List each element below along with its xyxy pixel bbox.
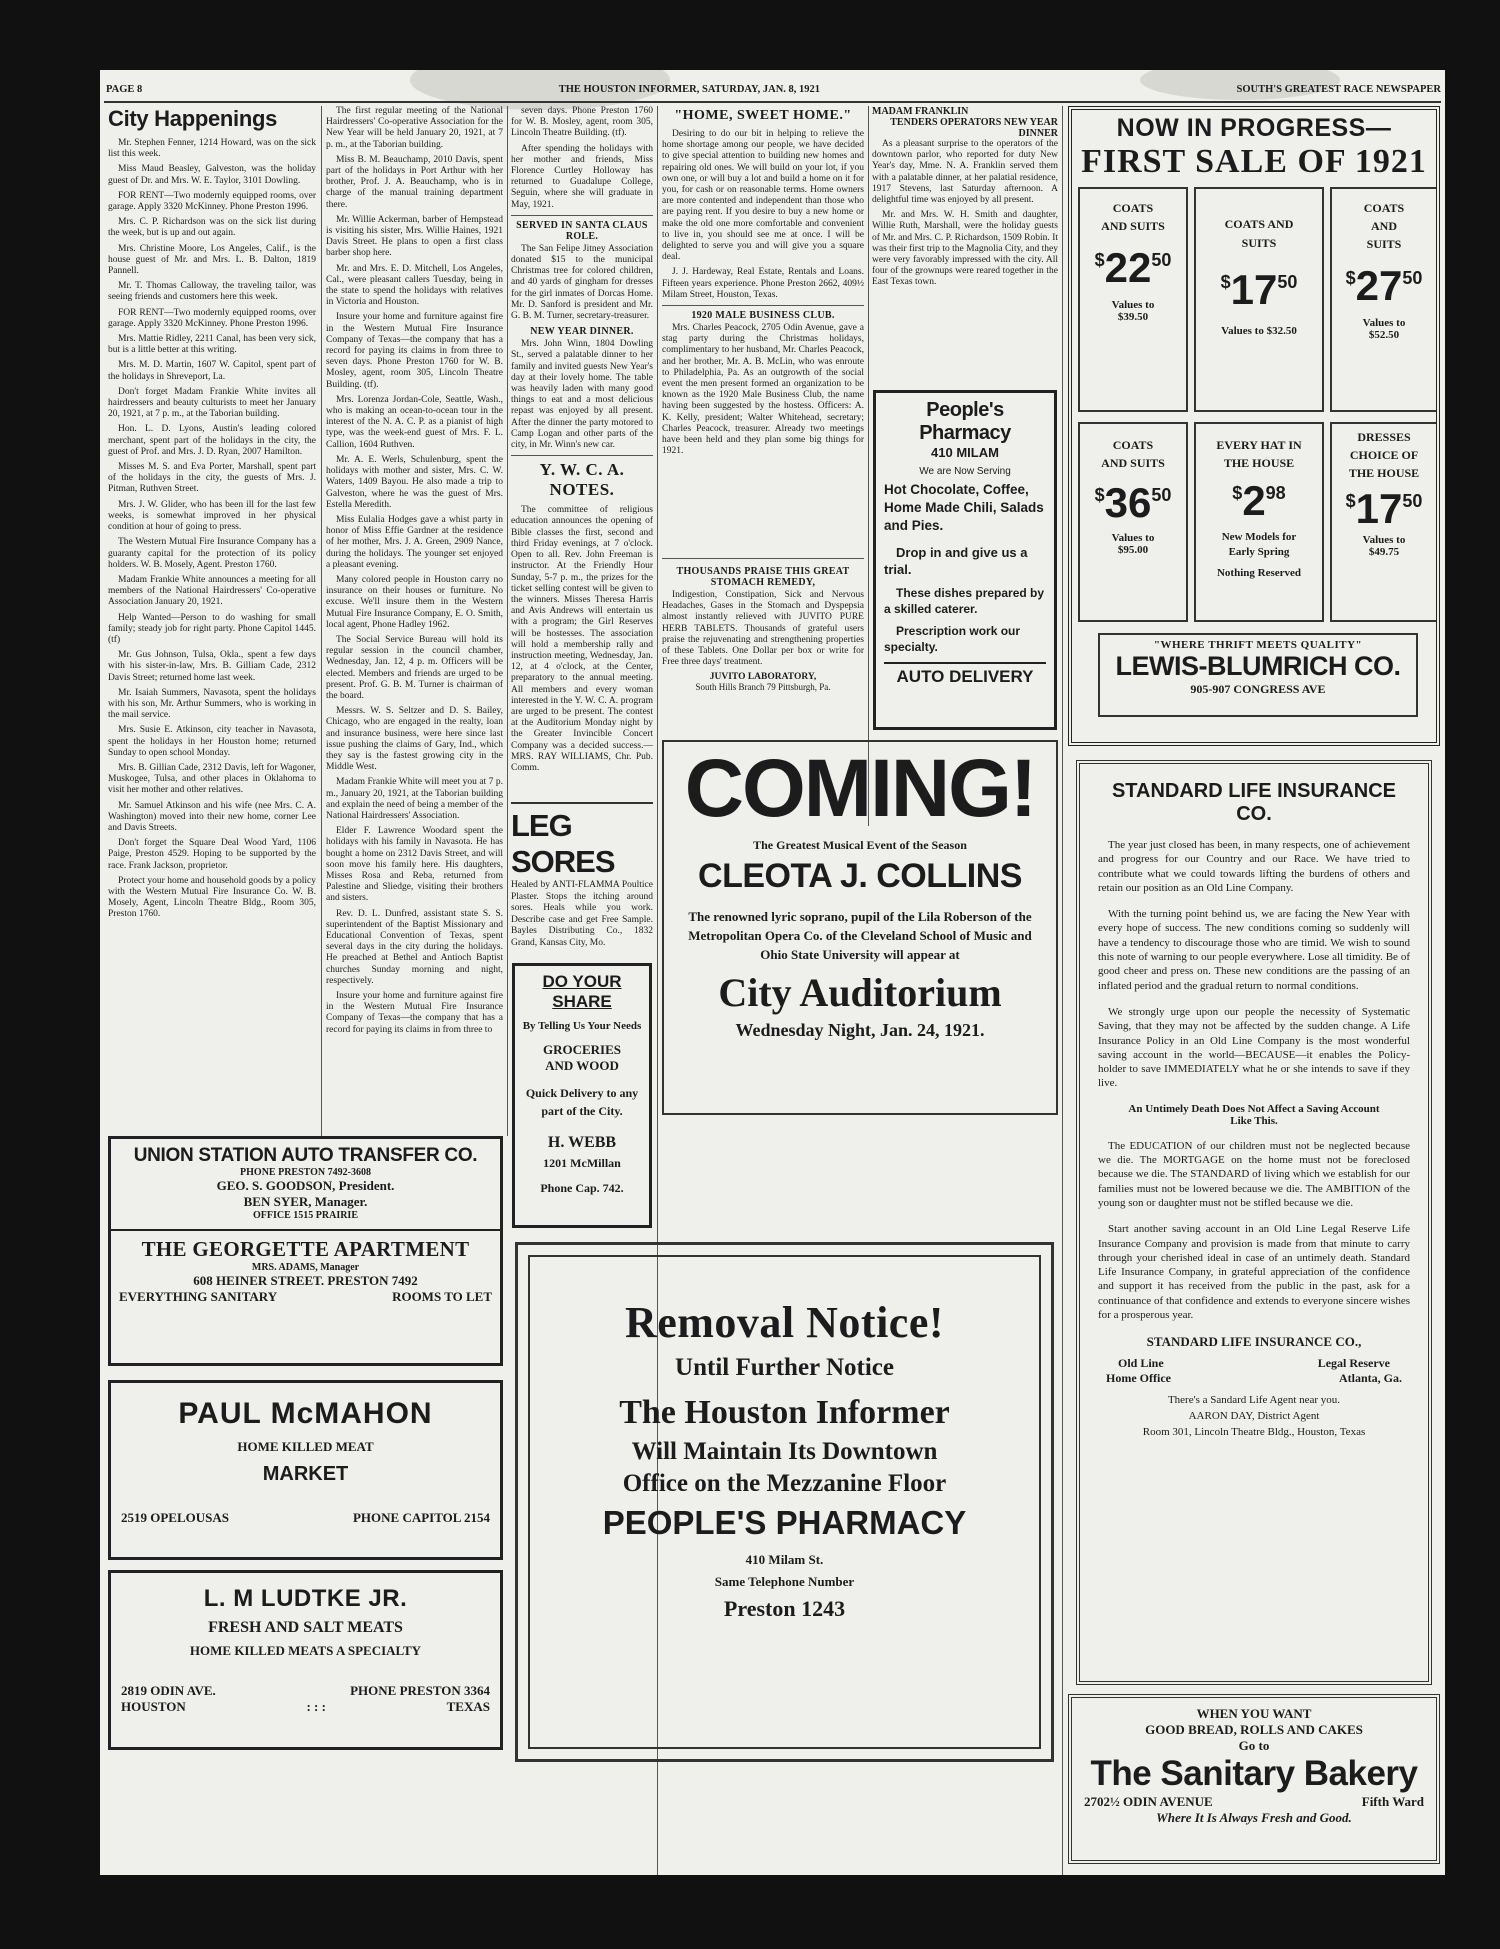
- standard-title: STANDARD LIFE INSURANCE CO.: [1111, 780, 1397, 825]
- price-dollars: 17: [1230, 266, 1278, 314]
- sale-was: $52.50: [1368, 329, 1400, 341]
- bakery-line2: GOOD BREAD, ROLLS AND CAKES: [1145, 1722, 1363, 1737]
- sale-price: $^{\$}22^{50}$: [1094, 244, 1172, 291]
- sale-cell: [1194, 422, 1324, 622]
- webb-address: 1201 McMillan: [543, 1156, 621, 1170]
- news-column-3: [511, 106, 653, 798]
- coming-sub: The Greatest Musical Event of the Season: [753, 838, 967, 852]
- sale-cell: [1194, 187, 1324, 412]
- webb-line4: Quick Delivery to any part of the City.: [525, 1086, 639, 1118]
- pharmacy-address: 410 MILAM: [931, 445, 999, 460]
- stomach-heading: THOUSANDS PRAISE THIS GREAT STOMACH REMEDY,: [676, 566, 850, 588]
- store-name: LEWIS-BLUMRICH CO.: [1115, 651, 1401, 681]
- mcmahon-address: 2519 OPELOUSAS: [121, 1510, 229, 1525]
- standard-p5: Start another saving account in an Old Line Legal Reserve Life Insurance Company and provision is made from that minute to carry through your cherished ideal in case of an untimely death. Standard Life Insurance Company, in grateful appreciation of the confidence and support it has received from the public in the past, ask for a continuance of that confidence and extends to everyone sincere wishes for a prosperous year.: [1098, 1223, 1410, 1322]
- standard-p3: We strongly urge upon our people the necessity of Systematic Saving, that they may not be affected by the sudden change. A Life Insurance Policy in an Old Line Company is the most wonderful saving account in the world—BECAUSE—it enables the Policy-holder to save IMMEDIATELY what he or she intends to save if they live.: [1098, 1005, 1410, 1090]
- ludtke-phone: PHONE PRESTON 3364: [350, 1683, 490, 1698]
- first-sale-ad: [1068, 106, 1440, 746]
- news-item: Madam Frankie White will meet you at 7 p. m., January 20, 1921, at the Taborian building and explain the need of being a member of the National Hairdressers' Association.: [326, 777, 503, 821]
- sale-top: NOW IN PROGRESS—: [1116, 114, 1392, 142]
- store-footer: [1098, 633, 1418, 717]
- sale-label: EVERY HAT IN THE HOUSE: [1216, 438, 1302, 470]
- standard-p1: The year just closed has been, in many respects, one of achievement and progress for our Country and our Race. We have tried to contribute what we could towards lifting the burdens of others and retain our position as an Old Line Company.: [1098, 839, 1410, 894]
- page-number: PAGE 8: [106, 84, 143, 95]
- standard-agent-near: There's a Sandard Life Agent near you.: [1167, 1394, 1341, 1407]
- ludtke-colons: : : :: [306, 1699, 326, 1714]
- removal-title: Removal Notice!: [624, 1298, 945, 1347]
- price-dollars: 27: [1355, 262, 1403, 309]
- news-item: Mr. Isaiah Summers, Navasota, spent the holidays with his son, Mr. Arthur Summers, who is working in the mail service.: [108, 687, 316, 721]
- city-happenings-heading: City Happenings: [108, 106, 278, 131]
- sale-label: DRESSES CHOICE OF THE HOUSE: [1348, 430, 1420, 480]
- news-item: Elder F. Lawrence Woodard spent the holidays with his family in Navasota. He has bought a home on 2312 Davis Street, and will soon move his family here. His daughters, Misses Rosa and Reba, returned from Palestine and Sliedge, visiting their brothers and sisters.: [326, 826, 503, 904]
- coming-venue: City Auditorium: [718, 969, 1002, 1015]
- news-item: Insure your home and furniture against fire in the Western Mutual Fire Insurance Company of Texas—the company that has a record for paying its claims in from three to seven days. Phone Preston 1760 for W. B. Mosley, agent, room 305, Lincoln Theatre Building. (tf).: [326, 312, 503, 390]
- leg-sores-ad: [511, 802, 653, 952]
- news-item: Mr. Willie Ackerman, barber of Hempstead is visiting his sister, Mrs. Willie Haines, 1921 Davis Street. He plans to open a first class barber shop here.: [326, 214, 503, 259]
- sale-values: Values to: [1111, 532, 1155, 544]
- price-dollars: 2: [1242, 477, 1266, 524]
- price-dollars: 17: [1355, 485, 1403, 532]
- price-cents: 50: [1402, 491, 1423, 511]
- leg-sores-title: LEG SORES: [511, 808, 615, 879]
- sale-cell: [1330, 422, 1438, 622]
- georgette-address: 608 HEINER STREET. PRESTON 7492: [193, 1273, 418, 1288]
- paper-slogan: SOUTH'S GREATEST RACE NEWSPAPER: [1236, 84, 1441, 95]
- sale-grid: [1078, 187, 1430, 696]
- price-cents: 50: [1277, 272, 1298, 293]
- standard-p2: With the turning point behind us, we are facing the New Year with every hope of success. The new conditions coming so suddenly will have a tendency to discourage those who are timid. We wish to sound this note of warning to our people everywhere. Lose all timidity. Be of good cheer and press on. These new conditions are the passing of an inflated period and the gradual return to normal conditions.: [1098, 908, 1410, 992]
- news-item: Madam Frankie White announces a meeting for all members of the National Hairdressers' Co-operative Association January 20, 1921.: [108, 574, 316, 608]
- home-sweet-home-text: Desiring to do our bit in helping to relieve the home shortage among our people, we have decided to give special attention to building new homes and repairing old ones. We will build on your lot, if you own one, or will buy a lot and build a home on it for you, for cash or on reasonable terms. Home owners are more contented and independent than those who are paying rent. If you desire to buy a new home or make the old one more comfortable and convenient to live in, you should see me at once. I will be delighted to serve you and will give you a square deal.: [662, 129, 864, 263]
- news-item: Mr. Samuel Atkinson and his wife (nee Mrs. C. A. Washington) moved into their new home, corner Lee and Davis Streets.: [108, 800, 316, 833]
- club-text: Mrs. Charles Peacock, 2705 Odin Avenue, gave a stag party during the Christmas holidays, complimentary to her husband, Mr. Charles Peacock, and her brother, Mr. A. B. McLin, who was enroute to Philadelphia, Pa. As an outgrowth of the social event the men present formed an organization to be known as the 1920 Male Business Club, the name having been suggested by the hostess. Officers: A. K. Kelly, president; Walter Whitehead, secretary; Charles Peacock, treasurer. Already two meetings have been held and they plan some big things for 1921.: [662, 323, 864, 457]
- sale-values: Values to: [1111, 299, 1155, 311]
- standard-room: Room 301, Lincoln Theatre Bldg., Houston, Texas: [1142, 1426, 1366, 1439]
- coming-date: Wednesday Night, Jan. 24, 1921.: [735, 1019, 985, 1040]
- ludtke-city: HOUSTON: [121, 1699, 186, 1714]
- webb-line2: GROCERIES: [542, 1042, 622, 1057]
- news-item: The Social Service Bureau will hold its regular session in the council chamber, Wednesday, Jan. 12, 4 p. m. Officers will be elected. Members and friends are urged to be present. Prof. G. B. M. Turner is chairman of the board.: [326, 634, 503, 701]
- bakery-tag: Where It Is Always Fresh and Good.: [1156, 1810, 1352, 1826]
- georgette-manager: MRS. ADAMS, Manager: [251, 1262, 360, 1273]
- sale-was: $39.50: [1117, 311, 1149, 323]
- news-item: seven days. Phone Preston 1760 for W. B. Mosley, agent, room 305, Lincoln Theatre Building. (tf).: [511, 106, 653, 139]
- pharmacy-rx: Prescription work our specialty.: [884, 624, 1021, 655]
- news-item: Protect your home and household goods by a policy with the Western Mutual Fire Insurance Co. W. B. Mosely, Agent, Lincoln Theatre Bldg., Room 305, Preston 1760.: [108, 875, 316, 920]
- sale-was: Nothing Reserved: [1216, 566, 1302, 579]
- sale-label: COATS AND SUITS: [1101, 201, 1165, 233]
- georgette-rooms: ROOMS TO LET: [392, 1289, 492, 1304]
- dinner-item: Mrs. John Winn, 1804 Dowling St., served a palatable dinner to her family and invited guests New Year's day at their lovely home. The table was heavily laden with many good things to eat and a most delicious repast was enjoyed by all present. After the dinner the party motored to Camp Logan and other parts of the city, in Mr. Winn's new car.: [511, 339, 653, 451]
- webb-title: DO YOUR SHARE: [542, 972, 622, 1011]
- store-address: 905-907 CONGRESS AVE: [1190, 682, 1326, 696]
- news-item: Mrs. Christine Moore, Los Angeles, Calif., is the house guest of Mr. and Mrs. L. B. Dalton, 1819 Pannell.: [108, 243, 316, 277]
- column-rule: [507, 106, 508, 1136]
- coming-desc: The renowned lyric soprano, pupil of the Lila Roberson of the Metropolitan Opera Co. of the Cleveland School of Music and Ohio State University will appear at: [688, 909, 1032, 962]
- masthead: [106, 84, 1441, 100]
- ludtke-address: 2819 ODIN AVE.: [121, 1683, 216, 1698]
- price-cents: 50: [1402, 268, 1423, 288]
- pharmacy-serving: We are Now Serving: [919, 466, 1011, 477]
- masthead-rule: [104, 101, 1441, 103]
- paper-dateline: THE HOUSTON INFORMER, SATURDAY, JAN. 8, 1921: [558, 84, 821, 95]
- mcmahon-line: HOME KILLED MEAT: [237, 1439, 374, 1454]
- pharmacy-menu: Hot Chocolate, Coffee, Home Made Chili, Salads and Pies.: [884, 482, 1044, 534]
- coming-name: CLEOTA J. COLLINS: [698, 857, 1022, 895]
- stomach-remedy-ad: [662, 558, 864, 730]
- sale-cell: [1078, 422, 1188, 622]
- news-item: Mr. A. E. Werls, Schulenburg, spent the holidays with mother and sister, Mrs. C. W. Waters, 1409 Bayou. He also made a trip to Galveston, where he was the guest of Mrs. Estella Meredith.: [326, 454, 503, 510]
- sale-values: New Models for Early Spring: [1221, 531, 1297, 559]
- standard-agent: AARON DAY, District Agent: [1188, 1410, 1320, 1423]
- newspaper-page: [100, 70, 1445, 1875]
- club-heading: 1920 MALE BUSINESS CLUB.: [691, 310, 835, 322]
- news-item: Miss B. M. Beauchamp, 2010 Davis, spent part of the holidays in Port Arthur with her brother, Prof. J. A. Beauchamp, who is in charge of the manual training department there.: [326, 154, 503, 210]
- sale-label: COATS AND SUITS: [1363, 201, 1405, 251]
- news-item: Mrs. Mattie Ridley, 2211 Canal, has been very sick, but is a little better at this writing.: [108, 334, 316, 356]
- sale-was: $49.75: [1368, 546, 1400, 558]
- franklin-text: As a pleasant surprise to the operators of the downtown parlor, who reported for duty New Year's day, Mme. N. A. Franklin served them with a palatable dinner, at her palatial residence, 1917 Stevens, last Saturday afternoon. A delightful time was enjoyed by all present.: [872, 139, 1058, 206]
- pharmacy-caterer: These dishes prepared by a skilled caterer.: [884, 585, 1045, 616]
- removal-notice-ad: [515, 1242, 1054, 1762]
- store-quality: "WHERE THRIFT MEETS QUALITY": [1153, 639, 1363, 651]
- sale-title: FIRST SALE OF 1921: [1081, 143, 1427, 180]
- sale-price: $^{\$}17^{50}$: [1220, 266, 1298, 314]
- sale-price: $^{\$}17^{50}$: [1345, 485, 1423, 532]
- removal-line2: The Houston Informer: [619, 1394, 950, 1431]
- bakery-line1: WHEN YOU WANT: [1196, 1706, 1312, 1721]
- news-item: After spending the holidays with her mother and friends, Miss Florence Curtley Holloway has returned to Guadalupe College, Seguin, where she will graduate in May, 1921.: [511, 143, 653, 210]
- franklin-heading: MADAM FRANKLIN: [872, 106, 969, 117]
- standard-p4: The EDUCATION of our children must not be neglected because we die. The MORTGAGE on the home must not be foreclosed because we die. The STANDARD of living which we establish for our families must not be lowered because we die. The AMBITION of the young son or daughter must not be stifled because we die.: [1098, 1139, 1410, 1209]
- georgette-title: THE GEORGETTE APARTMENT: [141, 1237, 470, 1261]
- news-column-4: [662, 106, 864, 606]
- column-rule: [1062, 106, 1063, 1875]
- pharmacy-name: People's Pharmacy: [919, 399, 1011, 444]
- union-title: UNION STATION AUTO TRANSFER CO.: [133, 1145, 478, 1166]
- dinner-heading: NEW YEAR DINNER.: [530, 326, 634, 338]
- pharmacy-drop: Drop in and give us a trial.: [884, 544, 1028, 578]
- standard-sig: STANDARD LIFE INSURANCE CO.,: [1146, 1334, 1362, 1350]
- union-phone: PHONE PRESTON 7492-3608: [240, 1167, 371, 1178]
- price-cents: 50: [1151, 250, 1172, 270]
- removal-line1: Until Further Notice: [675, 1354, 894, 1381]
- news-item: Mrs. Lorenza Jordan-Cole, Seattle, Wash., who is making an ocean-to-ocean tour in the interest of the N. A. C. P. as a pianist of high type, was the week-end guest of Mrs. F. L. Callion, 1604 Ruthven.: [326, 394, 503, 450]
- removal-line8: Preston 1243: [723, 1596, 846, 1621]
- news-item: Insure your home and furniture against fire in the Western Mutual Fire Insurance Company of Texas—the company that has a record for paying its claims in from three to: [326, 991, 503, 1035]
- union-station-ad: [108, 1136, 503, 1366]
- removal-line3: Will Maintain Its Downtown: [631, 1438, 938, 1465]
- news-item: FOR RENT—Two modernly equipped rooms, over garage. Apply 3320 McKinney. Phone Preston 1996.: [108, 190, 316, 213]
- georgette-sanitary: EVERYTHING SANITARY: [119, 1289, 278, 1304]
- removal-line6: 410 Milam St.: [745, 1552, 824, 1567]
- pharmacy-delivery: AUTO DELIVERY: [884, 662, 1046, 687]
- sale-was: $95.00: [1117, 544, 1149, 556]
- news-item: Misses M. S. and Eva Porter, Marshall, spent part of the holidays in the city, the guests of Mrs. J. Pitman, Ruthven Street.: [108, 462, 316, 495]
- news-item: Mrs. J. W. Glider, who has been ill for the last few weeks, is somewhat improved in her physical condition at hour of going to press.: [108, 499, 316, 533]
- ludtke-ad: [108, 1570, 503, 1750]
- removal-line4: Office on the Mezzanine Floor: [622, 1470, 947, 1497]
- sale-label: COATS AND SUITS: [1224, 217, 1294, 251]
- sale-price: $^{\$}27^{50}$: [1345, 262, 1423, 309]
- news-item: Mr. Stephen Fenner, 1214 Howard, was on the sick list this week.: [108, 138, 316, 160]
- price-cents: 98: [1265, 483, 1286, 503]
- mcmahon-market: MARKET: [262, 1463, 349, 1485]
- news-item: Mr. Gus Johnson, Tulsa, Okla., spent a few days with his sister-in-law, Mrs. B. Gilliam Cade, 2312 Davis Street; returned home last week.: [108, 650, 316, 683]
- news-item: Mrs. M. D. Martin, 1607 W. Capitol, spent part of the holidays in Shreveport, La.: [108, 360, 316, 382]
- news-item: Miss Maud Beasley, Galveston, was the holiday guest of Dr. and Mrs. W. E. Taylor, 3101 Dowling.: [108, 164, 316, 186]
- stomach-company: JUVITO LABORATORY,: [709, 672, 817, 683]
- mcmahon-phone: PHONE CAPITOL 2154: [352, 1510, 490, 1525]
- coming-concert-ad: [662, 740, 1058, 1115]
- mcmahon-footer: [121, 1510, 490, 1526]
- ludtke-line2: HOME KILLED MEATS A SPECIALTY: [189, 1643, 422, 1658]
- news-item: Don't forget Madam Frankie White invites all hairdressers and beauty culturists to meet her January 20, 1921, at 7 p. m., at the Taborian building.: [108, 386, 316, 420]
- webb-phone: Phone Cap. 742.: [540, 1181, 624, 1195]
- ludtke-row1: [121, 1683, 490, 1699]
- webb-ad: [512, 963, 652, 1228]
- column-rule: [321, 106, 322, 1136]
- standard-row1: [1098, 1356, 1410, 1371]
- news-item: Hon. L. D. Lyons, Austin's leading colored merchant, spent part of the holidays in the city, the guest of Prof. and Mrs. J. D. Ryan, 2007 Hamilton.: [108, 424, 316, 457]
- sale-price: $^{\$}2^{98}$: [1232, 477, 1286, 524]
- standard-life-ad: [1076, 760, 1432, 1685]
- news-item: Many colored people in Houston carry no insurance on their houses or furniture. No excuse. We'll insure them in the Western Mutual Fire Insurance Company, E. O. Smith, local agent, Phone Hadley 1962.: [326, 574, 503, 630]
- sanitary-bakery-ad: [1068, 1694, 1440, 1864]
- sale-cell: [1330, 187, 1438, 412]
- standard-old-line: Old Line: [1118, 1356, 1164, 1371]
- sale-values: Values to: [1362, 534, 1406, 546]
- news-item: Mrs. Susie E. Atkinson, city teacher in Navasota, spent the holidays in her Houston home; returned Sunday to open school Monday.: [108, 725, 316, 758]
- home-sweet-home-sign: J. J. Hardeway, Real Estate, Rentals and Loans. Fifteen years experience. Phone Preston 2662, 409½ Milam Street, Houston, Texas.: [662, 267, 864, 300]
- ludtke-line1: FRESH AND SALT MEATS: [208, 1619, 403, 1636]
- news-item: Messrs. W. S. Seltzer and D. S. Bailey, Chicago, who are engaged in the realty, loan and insurance business, were here since last issue pushing the claims of Gary, Ind., which they say is the fastest growing city in the Middle West.: [326, 706, 503, 773]
- news-item: Mr. and Mrs. E. D. Mitchell, Los Angeles, Cal., were pleasant callers Tuesday, being in the state to spend the holidays with relatives in Victoria and Houston.: [326, 263, 503, 308]
- price-dollars: 36: [1104, 479, 1152, 526]
- sale-label: COATS AND SUITS: [1101, 438, 1165, 470]
- sale-price: $^{\$}36^{50}$: [1094, 479, 1172, 526]
- webb-line3: AND WOOD: [545, 1058, 619, 1073]
- georgette-footer: [119, 1289, 492, 1305]
- stomach-address: South Hills Branch 79 Pittsburgh, Pa.: [695, 682, 831, 693]
- mcmahon-name: PAUL McMAHON: [178, 1397, 433, 1430]
- news-item: Miss Eulalia Hodges gave a whist party in honor of Miss Effie Gardner at the residence of her mother, Mrs. J. A. Green, 2909 Nance, during the holidays. The younger set enjoyed a pleasant evening.: [326, 514, 503, 570]
- santa-item: The San Felipe Jitney Association donated $15 to the municipal Christmas tree for colored children, and 40 yards of gingham for dresses for the girl inmates of Dorcas Home. Mr. D. Sanford is president and Mr. G. B. M. Turner, secretary-treasurer.: [511, 243, 653, 322]
- peoples-pharmacy-ad: [873, 390, 1057, 730]
- smith-text: Mr. and Mrs. W. H. Smith and daughter, Willie Ruth, Marshall, were the holiday guests of Mr. and Mrs. C. P. Richardson, 1509 Robin. It was their first trip to the Magnolia City, and they were very favorably impressed with the city. All four of the grownups were reared together in the East Texas town.: [872, 210, 1058, 288]
- leg-sores-text: Healed by ANTI-FLAMMA Poultice Plaster. Stops the itching around sores. Heals while you work. Describe case and get Free Sample. Bayles Distributing Co., 1832 Grand, Kansas City, Mo.: [511, 880, 653, 948]
- sale-values: Values to: [1362, 317, 1406, 329]
- mcmahon-ad: [108, 1380, 503, 1560]
- ywca-item: The committee of religious education announces the opening of Bible classes the first, second and third Friday evenings, at 7 o'clock. Open to all. Rev. John Freeman is instructor. At the Friendly Hour Sunday, 5-7 p. m., the prizes for the ticket selling contest will be given to the winners. Misses Theresa Harris and Avis Andrews will entertain us with a program; the Girl Reserves will be hostesses. The association will hold a membership rally and instruction meeting, Wednesday, Jan. 12, at 4 o'clock, at the Center, preparatory to the annual meeting. All members and every woman interested in the Y. W. C. A. program are urged to be present. The contest at the Auditorium Monday night by the Greater Invincible Concert Company was a decided success.—MRS. RAY WILLIAMS, Chr. Pub. Comm.: [511, 505, 653, 773]
- removal-line5: PEOPLE'S PHARMACY: [602, 1504, 967, 1541]
- news-item: Rev. D. L. Dunfred, assistant state S. S. superintendent of the Baptist Missionary and Educational Convention of Texas, spent several days in the city during the holidays. He preached at Bethel and Antioch Baptist churches Sunday morning and night, respectively.: [326, 908, 503, 986]
- standard-home-office: Home Office: [1106, 1371, 1171, 1386]
- franklin-subheading: TENDERS OPERATORS NEW YEAR DINNER: [890, 117, 1058, 139]
- standard-legal: Legal Reserve: [1317, 1356, 1390, 1371]
- news-item: Help Wanted—Person to do washing for small family; steady job for right party. Phone Capitol 1445. (tf): [108, 612, 316, 645]
- news-item: The first regular meeting of the National Hairdressers' Co-operative Association for the New Year will be held January 20, 1921, at 7 p. m., at the Taborian building.: [326, 106, 503, 150]
- standard-row2: [1098, 1371, 1410, 1386]
- bakery-line3: Go to: [1238, 1738, 1270, 1753]
- news-column-2: [326, 106, 503, 1126]
- union-president: GEO. S. GOODSON, President.: [216, 1178, 395, 1193]
- price-cents: 50: [1151, 485, 1172, 505]
- webb-name: H. WEBB: [547, 1134, 617, 1151]
- news-column-5: [872, 106, 1058, 382]
- webb-line1: By Telling Us Your Needs: [522, 1020, 642, 1032]
- bakery-ward: Fifth Ward: [1361, 1794, 1424, 1810]
- column-rule: [868, 106, 869, 826]
- bakery-address: 2702½ ODIN AVENUE: [1084, 1794, 1213, 1810]
- news-item: The Western Mutual Fire Insurance Company has a guaranty capital for the protection of its policy holders. W. B. Mosely, Agent. Preston 1760.: [108, 537, 316, 570]
- news-item: FOR RENT—Two modernly equipped rooms, over garage. Apply 3320 McKinney. Phone Preston 1996.: [108, 307, 316, 329]
- news-item: Don't forget the Square Deal Wood Yard, 1106 Paige, Preston 4529. Hoping to be supported by the race. Frank Jackson, proprietor.: [108, 838, 316, 871]
- union-manager: BEN SYER, Manager.: [243, 1194, 368, 1209]
- bakery-name: The Sanitary Bakery: [1090, 1754, 1418, 1793]
- ludtke-state: TEXAS: [446, 1699, 490, 1714]
- sale-cell: [1078, 187, 1188, 412]
- ywca-heading: Y. W. C. A. NOTES.: [539, 460, 625, 500]
- home-sweet-home-heading: "HOME, SWEET HOME.": [674, 108, 852, 123]
- coming-title: COMING!: [684, 743, 1036, 834]
- price-dollars: 22: [1104, 244, 1152, 291]
- news-item: Mrs. C. P. Richardson was on the sick list during the week, but is up and out again.: [108, 217, 316, 239]
- bakery-row: [1084, 1794, 1424, 1810]
- news-item: Mr. T. Thomas Calloway, the traveling tailor, was seeing friends and customers here this week.: [108, 281, 316, 303]
- ludtke-name: L. M LUDTKE JR.: [203, 1585, 408, 1612]
- santa-heading: SERVED IN SANTA CLAUS ROLE.: [516, 219, 648, 242]
- union-office: OFFICE 1515 PRAIRIE: [252, 1210, 358, 1221]
- standard-sub: An Untimely Death Does Not Affect a Saving Account Like This.: [1128, 1102, 1380, 1127]
- news-item: Mrs. B. Gillian Cade, 2312 Davis, left for Wagoner, Muskogee, Tulsa, and other places in Oklahoma to visit her mother and other relatives.: [108, 762, 316, 796]
- sale-values: Values to $32.50: [1221, 325, 1297, 338]
- standard-atlanta: Atlanta, Ga.: [1339, 1371, 1402, 1386]
- removal-inner: [528, 1255, 1041, 1749]
- stomach-text: Indigestion, Constipation, Sick and Nervous Headaches, Gases in the Stomach and Dyspepsia almost instantly relieved with JUVITO PURE HERB TABLETS. Thousands of grateful users praise the rejuvenating and strengthening properties of these Tablets. One Dollar per box or write for Free three days' treatment.: [662, 590, 864, 668]
- city-happenings-column: [108, 106, 316, 1126]
- removal-line7: Same Telephone Number: [714, 1574, 855, 1589]
- ludtke-row2: [121, 1699, 490, 1715]
